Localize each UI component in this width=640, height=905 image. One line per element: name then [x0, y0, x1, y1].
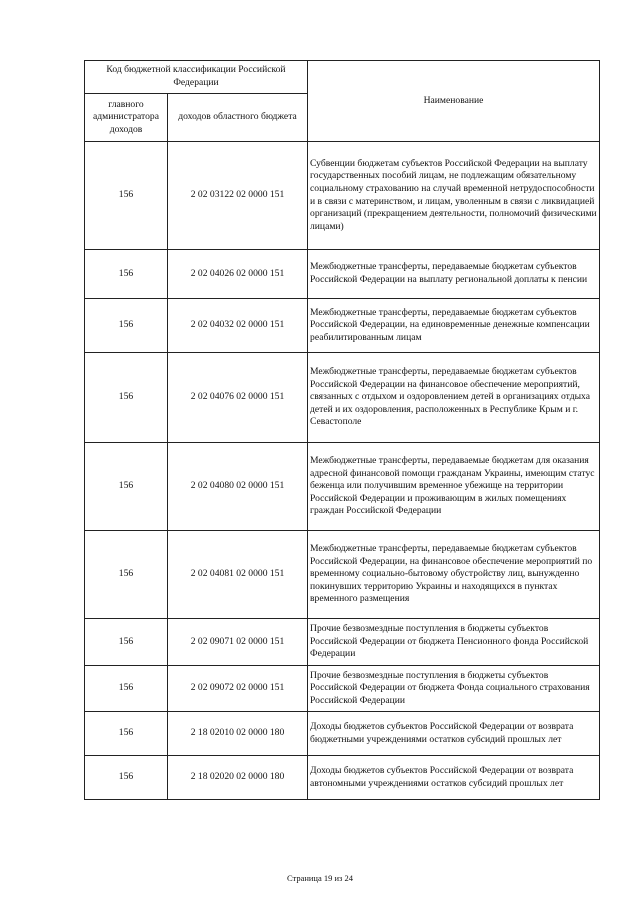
table-row: [85, 619, 600, 666]
admin-code-cell: 156: [85, 443, 168, 531]
code-column-header: доходов областного бюджета: [168, 94, 308, 142]
admin-code-cell: 156: [85, 142, 168, 250]
code-group-header: Код бюджетной классификации Российской Федерации: [85, 61, 308, 94]
table-row: [85, 712, 600, 756]
table-row: [85, 666, 600, 712]
admin-code-cell: 156: [85, 250, 168, 299]
budget-classification-table: [84, 60, 600, 800]
admin-code-cell: 156: [85, 666, 168, 712]
table-row: [85, 756, 600, 800]
budget-code-cell: 2 02 04026 02 0000 151: [168, 250, 308, 299]
name-cell: Доходы бюджетов субъектов Российской Федерации от возврата бюджетными учреждениями остатков субсидий прошлых лет: [308, 712, 600, 756]
budget-code-cell: 2 18 02020 02 0000 180: [168, 756, 308, 800]
budget-code-cell: 2 02 09071 02 0000 151: [168, 619, 308, 666]
name-cell: Межбюджетные трансферты, передаваемые бюджетам субъектов Российской Федерации, на единовременные денежные компенсации реабилитированным лицам: [308, 299, 600, 353]
budget-code-cell: 2 02 04081 02 0000 151: [168, 531, 308, 619]
table-row: [85, 250, 600, 299]
budget-code-cell: 2 02 04080 02 0000 151: [168, 443, 308, 531]
name-cell: Межбюджетные трансферты, передаваемые бюджетам субъектов Российской Федерации, на финансовое обеспечение мероприятий по временному социально-бытовому обустройству лиц, вынужденно покинувших территорию Украины и находящихся в пунктах временного размещения: [308, 531, 600, 619]
page-number: Страница 19 из 24: [286, 873, 354, 883]
admin-code-cell: 156: [85, 619, 168, 666]
admin-code-cell: 156: [85, 531, 168, 619]
table-row: [85, 142, 600, 250]
budget-code-cell: 2 02 04076 02 0000 151: [168, 353, 308, 443]
name-cell: Доходы бюджетов субъектов Российской Федерации от возврата автономными учреждениями остатков субсидий прошлых лет: [308, 756, 600, 800]
table-row: [85, 353, 600, 443]
name-cell: Прочие безвозмездные поступления в бюджеты субъектов Российской Федерации от бюджета Пенсионного фонда Российской Федерации: [308, 619, 600, 666]
budget-code-cell: 2 02 04032 02 0000 151: [168, 299, 308, 353]
name-cell: Межбюджетные трансферты, передаваемые бюджетам субъектов Российской Федерации на выплату региональной доплаты к пенсии: [308, 250, 600, 299]
table-row: [85, 443, 600, 531]
admin-code-cell: 156: [85, 299, 168, 353]
name-cell: Межбюджетные трансферты, передаваемые бюджетам субъектов Российской Федерации на финансовое обеспечение мероприятий, связанных с отдыхом и оздоровлением детей в организациях отдыха детей и их оздоровления, расположенных в Республике Крым и г. Севастополе: [308, 353, 600, 443]
admin-code-cell: 156: [85, 353, 168, 443]
name-column-header: Наименование: [308, 61, 600, 142]
table-row: [85, 299, 600, 353]
name-cell: Прочие безвозмездные поступления в бюджеты субъектов Российской Федерации от бюджета Фонда социального страхования Российской Федерации: [308, 666, 600, 712]
admin-code-cell: 156: [85, 712, 168, 756]
table-row: [85, 531, 600, 619]
budget-code-cell: 2 02 03122 02 0000 151: [168, 142, 308, 250]
admin-column-header: главного администратора доходов: [85, 94, 168, 142]
name-cell: Межбюджетные трансферты, передаваемые бюджетам для оказания адресной финансовой помощи гражданам Украины, имеющим статус беженца или получившим временное убежище на территории Российской Федерации и проживающим в жилых помещениях граждан Российской Федерации: [308, 443, 600, 531]
budget-code-cell: 2 02 09072 02 0000 151: [168, 666, 308, 712]
admin-code-cell: 156: [85, 756, 168, 800]
name-cell: Субвенции бюджетам субъектов Российской Федерации на выплату государственных пособий лицам, не подлежащим обязательному социальному страхованию на случай временной нетрудоспособности и в связи с материнством, и лицам, уволенным в связи с ликвидацией организаций (прекращением деятельности, полномочий физическими лицами): [308, 142, 600, 250]
budget-code-cell: 2 18 02010 02 0000 180: [168, 712, 308, 756]
